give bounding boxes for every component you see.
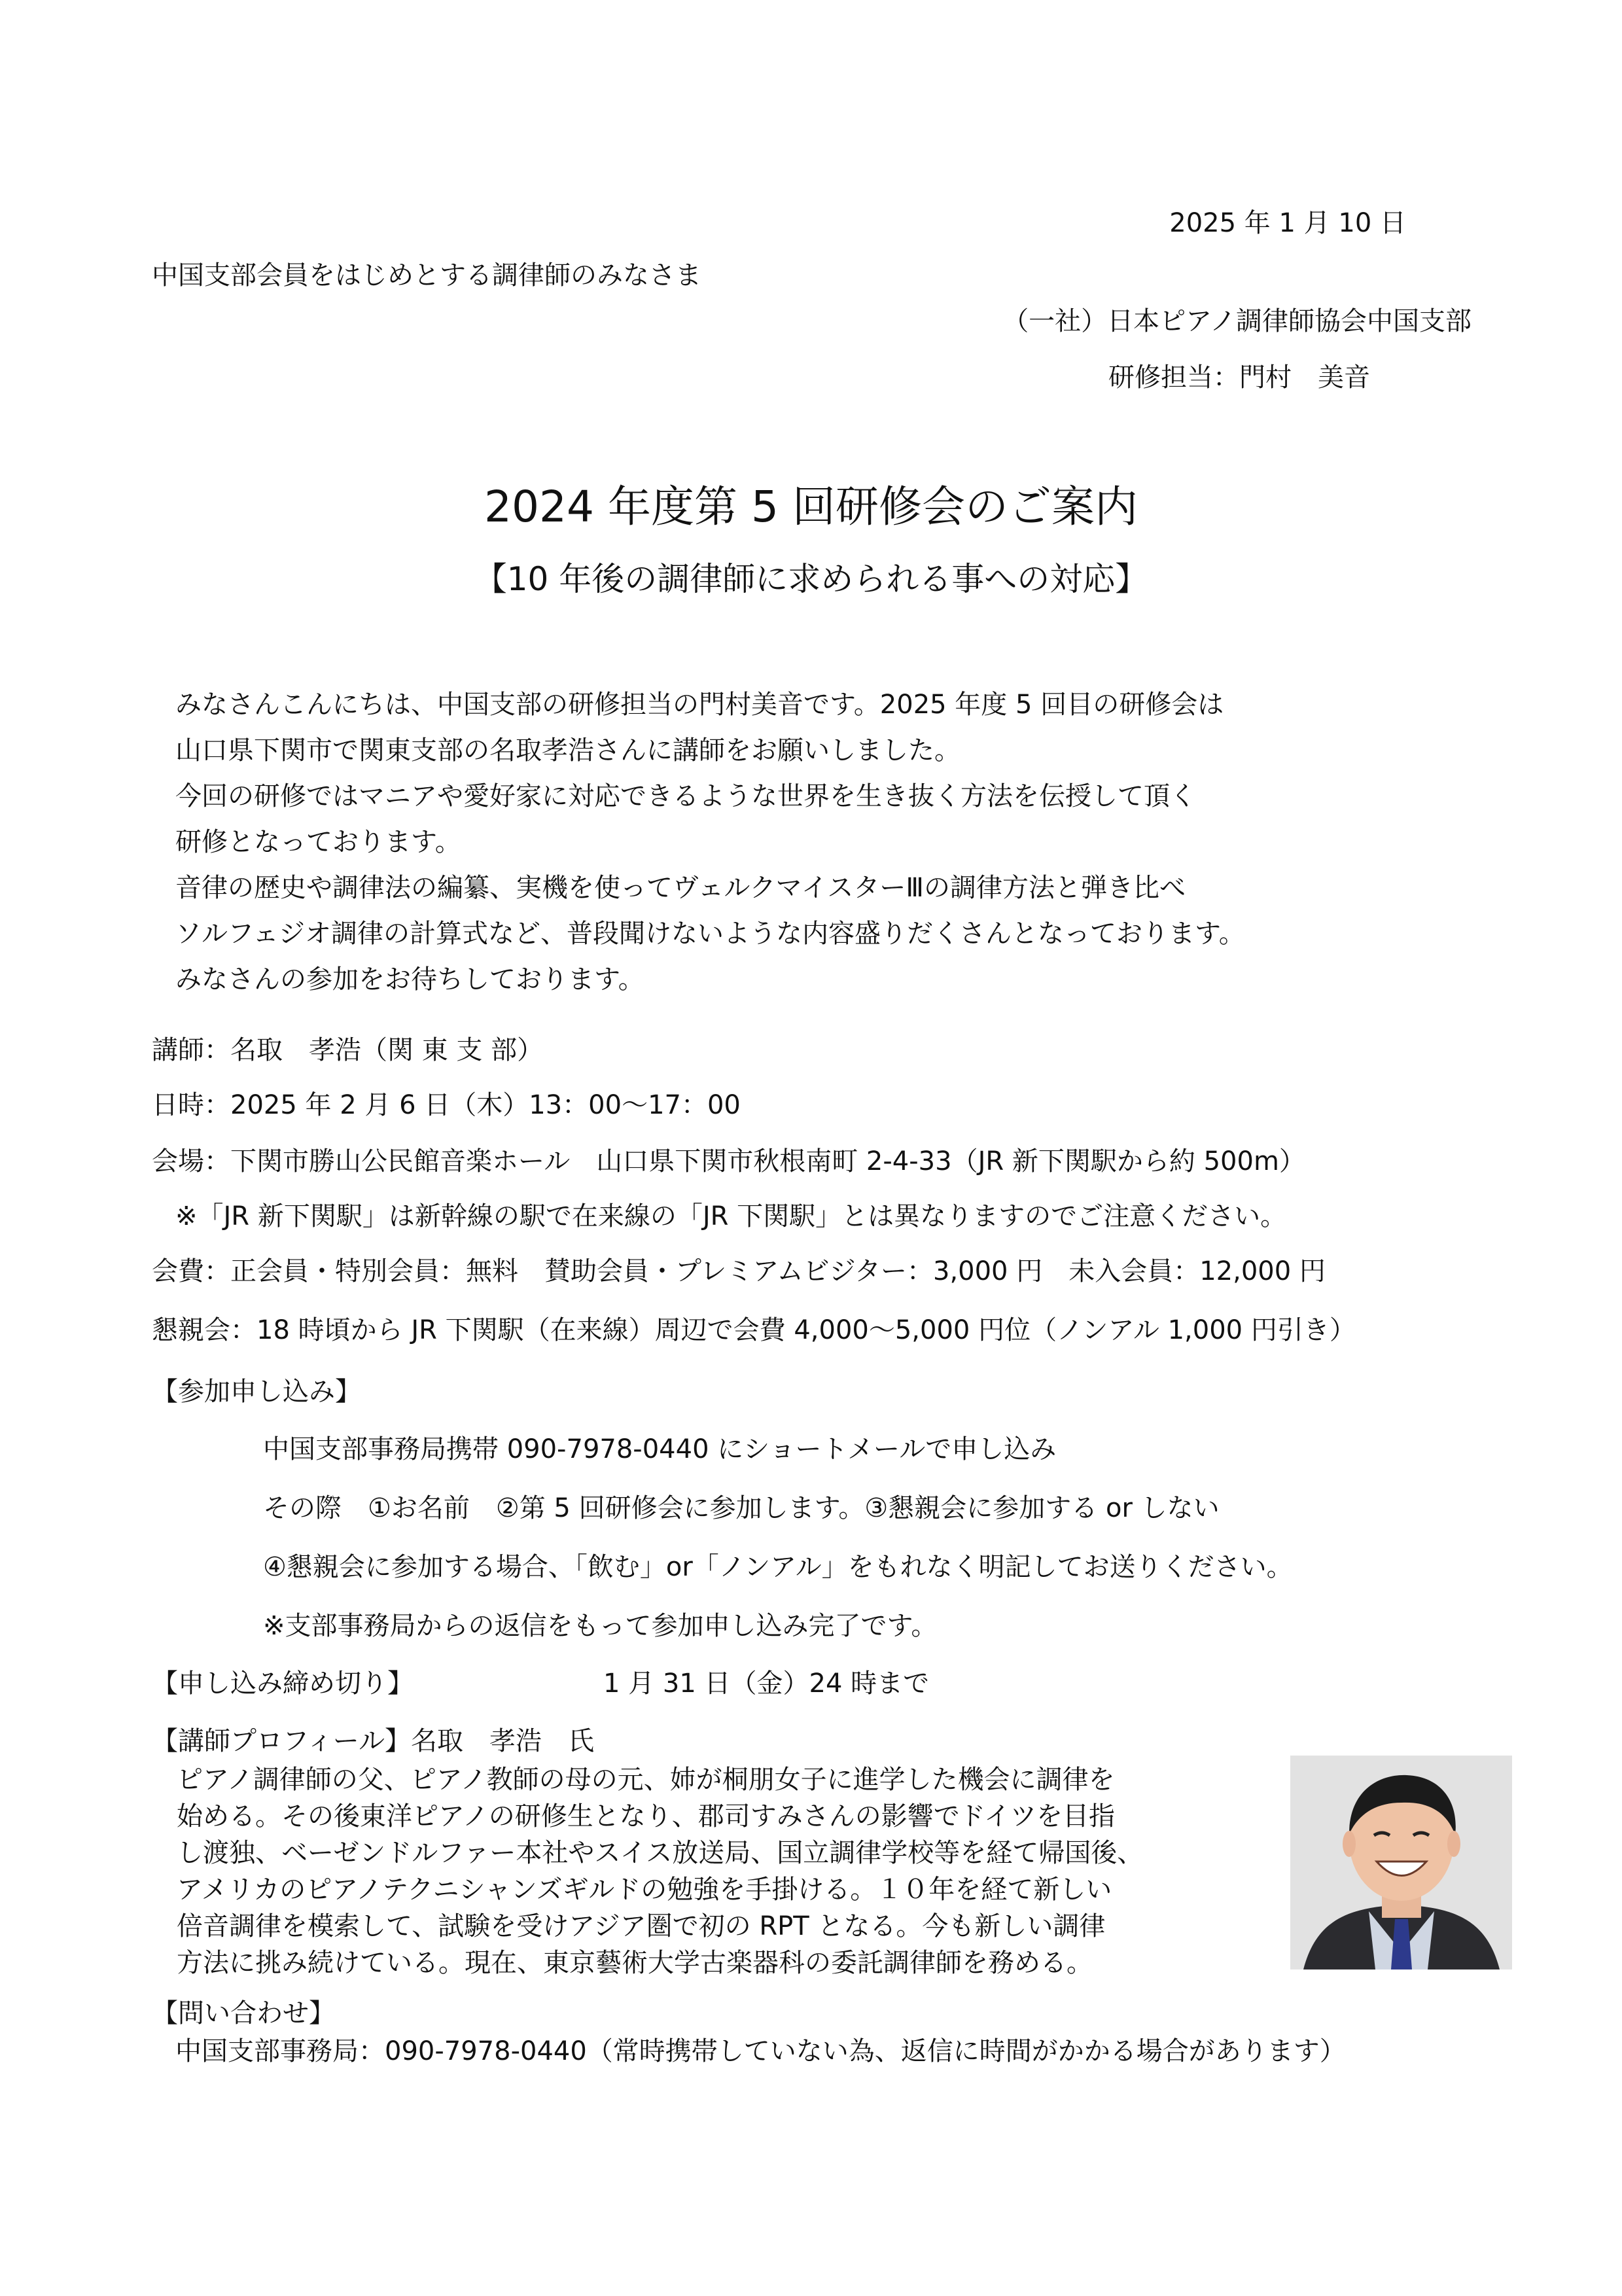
- person-in-charge: 研修担当：門村 美音: [1108, 362, 1370, 393]
- application-heading: 【参加申し込み】: [152, 1377, 361, 1407]
- party-line: 懇親会：18 時頃から JR 下関駅（在来線）周辺で会費 4,000～5,000 円位（ノンアル 1,000 円引き）: [152, 1315, 1356, 1345]
- contact-section: [152, 1994, 1346, 2070]
- profile-line: し渡独、ベーゼンドルファー本社やスイス放送局、国立調律学校等を経て帰国後、: [177, 1838, 1144, 1868]
- application-line: ※支部事務局からの返信をもって参加申し込み完了です。: [263, 1611, 938, 1641]
- profile-line: 始める。その後東洋ピアノの研修生となり、郡司すみさんの影響でドイツを目指: [177, 1801, 1115, 1831]
- intro-line: 研修となっております。: [175, 827, 461, 857]
- deadline-heading: 【申し込み締め切り】: [152, 1669, 414, 1699]
- profile-line: ピアノ調律師の父、ピアノ教師の母の元、姉が桐朋女子に進学した機会に調律を: [177, 1765, 1115, 1795]
- venue-line: 会場：下関市勝山公民館音楽ホール 山口県下関市秋根南町 2-4-33（JR 新下関駅から約 500m）: [152, 1146, 1305, 1176]
- fee-line: 会費：正会員・特別会員：無料 賛助会員・プレミアムビジター：3,000 円 未入会員：12,000 円: [152, 1256, 1326, 1286]
- intro-line: みなさんこんにちは、中国支部の研修担当の門村美音です。2025 年度 5 回目の研修会は: [175, 690, 1224, 720]
- lecturer-photo: [1290, 1756, 1512, 1969]
- intro-line: みなさんの参加をお待ちしております。: [175, 964, 644, 995]
- application-line: その際 ①お名前 ②第 5 回研修会に参加します。③懇親会に参加する or しない: [263, 1493, 1220, 1523]
- venue-note: ※「JR 新下関駅」は新幹線の駅で在来線の「JR 下関駅」とは異なりますのでご注意ください。: [175, 1201, 1287, 1231]
- deadline-value: 1 月 31 日（金）24 時まで: [603, 1669, 930, 1699]
- application-line: 中国支部事務局携帯 090-7978-0440 にショートメールで申し込み: [263, 1434, 1057, 1464]
- profile-line: アメリカのピアノテクニシャンズギルドの勉強を手掛ける。１０年を経て新しい: [177, 1875, 1112, 1905]
- application-line: ④懇親会に参加する場合、「飲む」or「ノンアル」をもれなく明記してお送りください。: [263, 1552, 1293, 1582]
- profile-text: [177, 1761, 1143, 1981]
- page-title: 2024 年度第 5 回研修会のご案内: [484, 482, 1138, 532]
- contact-heading: 【問い合わせ】: [152, 1998, 335, 2028]
- intro-line: ソルフェジオ調律の計算式など、普段聞けないような内容盛りだくさんとなっております。: [175, 919, 1245, 949]
- recipient-line: 中国支部会員をはじめとする調律師のみなさま: [152, 260, 701, 291]
- intro-paragraph: [175, 682, 1245, 1002]
- intro-line: 山口県下関市で関東支部の名取孝浩さんに講師をお願いしました。: [175, 735, 961, 766]
- intro-line: 今回の研修ではマニアや愛好家に対応できるような世界を生き抜く方法を伝授して頂く: [175, 781, 1196, 811]
- lecturer-line: 講師：名取 孝浩（関 東 支 部）: [152, 1035, 544, 1065]
- datetime-line: 日時：2025 年 2 月 6 日（木）13：00～17：00: [152, 1090, 741, 1120]
- profile-heading: 【講師プロフィール】名取 孝浩 氏: [152, 1726, 594, 1756]
- profile-line: 倍音調律を模索して、試験を受けアジア圏で初の RPT となる。今も新しい調律: [177, 1911, 1106, 1941]
- document-date: 2025 年 1 月 10 日: [1169, 208, 1406, 238]
- page-subtitle: 【10 年後の調律師に求められる事への対応】: [474, 560, 1148, 598]
- organization-name: （一社）日本ピアノ調律師協会中国支部: [1002, 306, 1472, 336]
- intro-line: 音律の歴史や調律法の編纂、実機を使ってヴェルクマイスターⅢの調律方法と弾き比べ: [175, 873, 1186, 903]
- contact-line: 中国支部事務局：090-7978-0440（常時携帯していない為、返信に時間がかかる場合があります）: [175, 2036, 1346, 2066]
- profile-line: 方法に挑み続けている。現在、東京藝術大学古楽器科の委託調律師を務める。: [177, 1948, 1093, 1978]
